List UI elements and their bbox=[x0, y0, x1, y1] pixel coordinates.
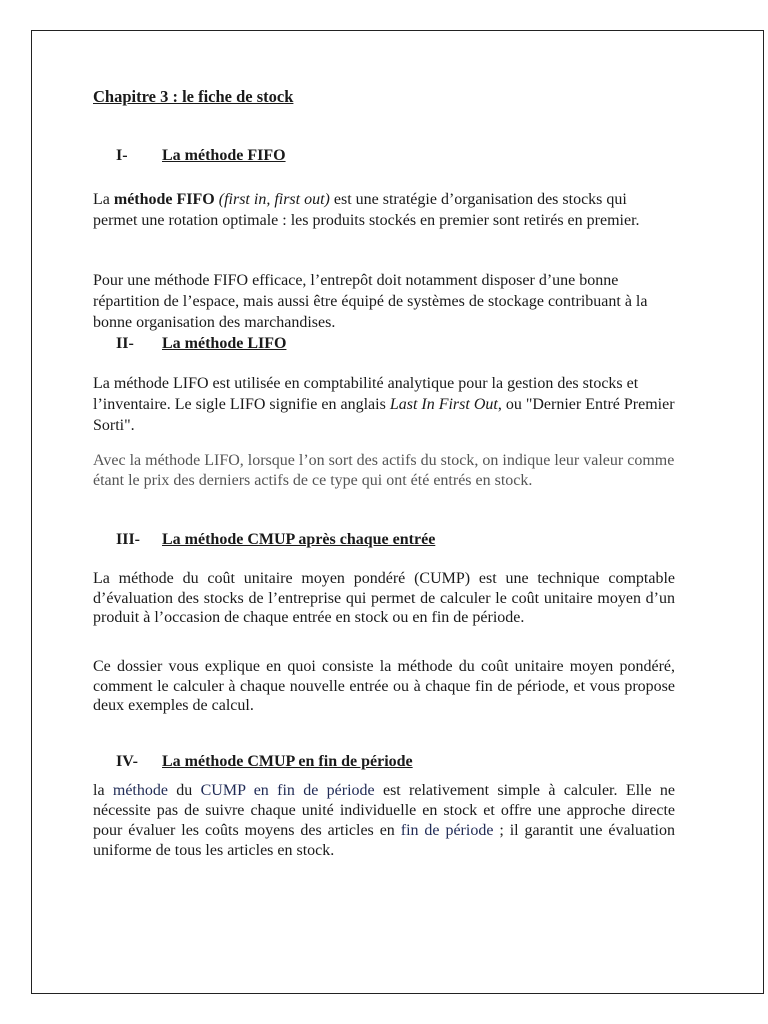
section-2-heading bbox=[93, 335, 675, 355]
section-4-number: IV- bbox=[116, 753, 138, 770]
cmup-fin-e: est relativement simple à calculer. Elle ne nécessite pas de suivre chaque unité individuelle en stock et offre une approche directe pour évaluer les coûts moyens des articles en bbox=[93, 782, 676, 839]
cmup-fin-d: CUMP en fin de période bbox=[200, 782, 375, 799]
fifo-p1-italic: (first in, first out) bbox=[218, 191, 330, 208]
cmup-fin-f: fin de période bbox=[400, 822, 494, 839]
lifo-p1-prefix: La méthode LIFO est utilisée en comptabilité analytique pour la gestion des stocks et l’inventaire. Le sigle LIFO signifie en anglais bbox=[93, 375, 639, 413]
cmup-paragraph-1: La méthode du coût unitaire moyen pondéré (CUMP) est une technique comptable d’évaluation des stocks de l’entreprise qui permet de calculer le coût unitaire moyen d’un produit à l’occasion de chaque entrée en stock ou en fin de période. bbox=[93, 570, 675, 626]
chapter-title: Chapitre 3 : le fiche de stock bbox=[93, 87, 294, 106]
section-1-number: I- bbox=[116, 147, 128, 164]
lifo-paragraph-1 bbox=[93, 373, 675, 436]
fifo-p1-prefix: La bbox=[93, 191, 114, 208]
section-4-heading bbox=[93, 753, 675, 773]
section-3-heading bbox=[93, 531, 675, 551]
section-3-title: La méthode CMUP après chaque entrée bbox=[162, 531, 436, 548]
cmup-fin-paragraph bbox=[93, 781, 675, 861]
section-1-title: La méthode FIFO bbox=[162, 147, 286, 164]
section-2-title: La méthode LIFO bbox=[162, 335, 287, 352]
section-2-number: II- bbox=[116, 335, 134, 352]
cmup-fin-g: ; il garantit une évaluation uniforme de tous les articles en stock. bbox=[93, 822, 675, 859]
section-4-title: La méthode CMUP en fin de période bbox=[162, 753, 413, 770]
lifo-p1-rest: , ou "Dernier Entré Premier Sorti". bbox=[93, 396, 675, 434]
lifo-paragraph-2: Avec la méthode LIFO, lorsque l’on sort des actifs du stock, on indique leur valeur comme étant le prix des derniers actifs de ce type qui ont été entrés en stock. bbox=[93, 452, 675, 489]
cmup-fin-b: méthode bbox=[112, 782, 168, 799]
lifo-p1-italic: Last In First Out bbox=[389, 396, 498, 413]
section-1-heading bbox=[93, 147, 675, 167]
fifo-p1-rest: est une stratégie d’organisation des stocks qui permet une rotation optimale : les produits stockés en premier sont retirés en premier. bbox=[93, 191, 640, 229]
fifo-paragraph-1 bbox=[93, 189, 675, 231]
fifo-paragraph-2: Pour une méthode FIFO efficace, l’entrepôt doit notamment disposer d’une bonne répartition de l’espace, mais aussi être équipé de systèmes de stockage contribuant à la bonne organisation des marchandises. bbox=[93, 272, 648, 331]
cmup-paragraph-2: Ce dossier vous explique en quoi consiste la méthode du coût unitaire moyen pondéré, comment le calculer à chaque nouvelle entrée ou à chaque fin de période, et vous propose deux exemples de calcul. bbox=[93, 658, 675, 714]
cmup-fin-a: la bbox=[93, 782, 113, 799]
cmup-fin-c: du bbox=[167, 782, 201, 799]
fifo-p1-bold: méthode FIFO bbox=[113, 191, 215, 208]
section-3-number: III- bbox=[116, 531, 141, 548]
